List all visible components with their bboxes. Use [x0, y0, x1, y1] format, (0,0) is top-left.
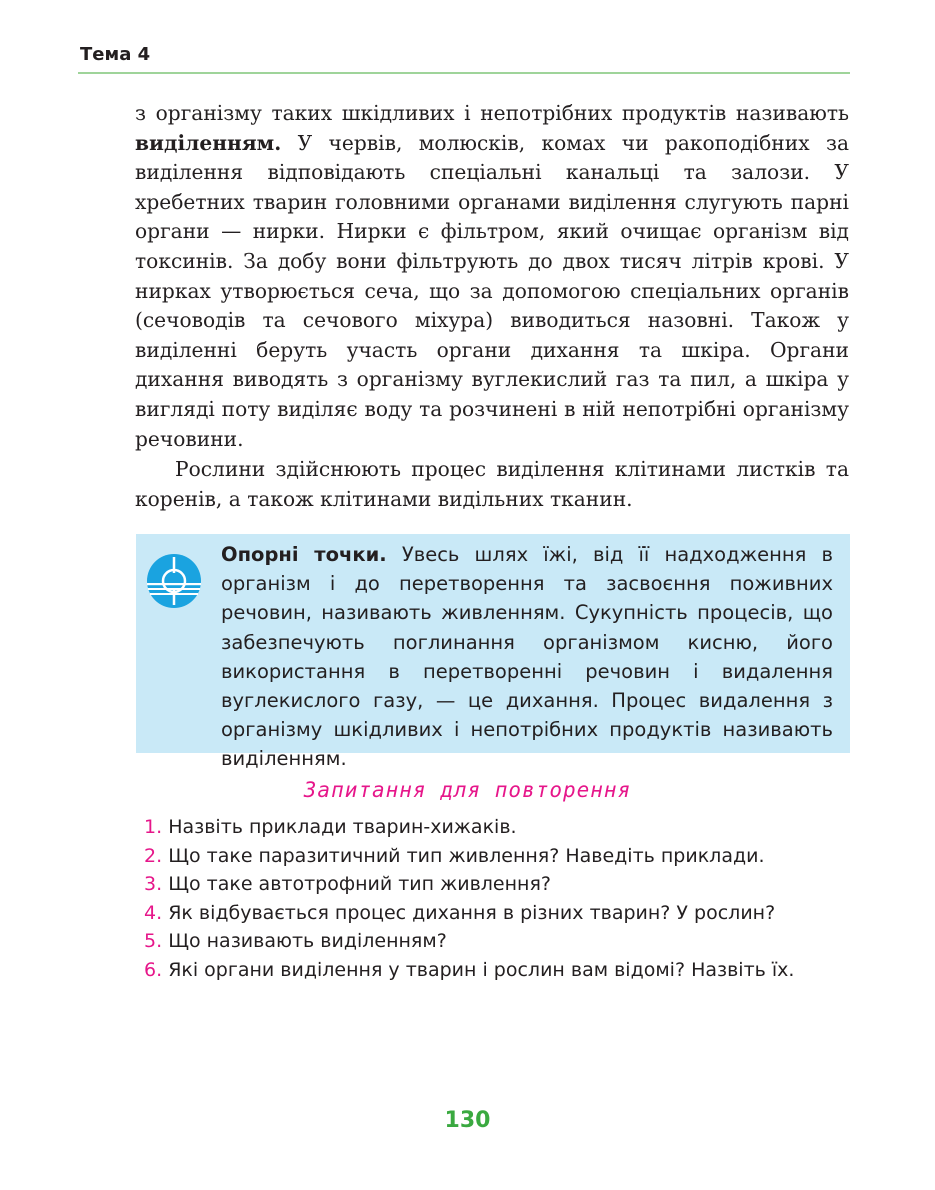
question-item: [144, 813, 794, 842]
paragraph-2: Рослини здійснюють процес виділення клітинами листків та коренів, а також клітинами видільних тканин.: [135, 457, 849, 511]
question-text: Як відбувається процес дихання в різних тварин? У рослин?: [168, 901, 776, 924]
page-number: 130: [444, 1108, 491, 1133]
header-divider: [78, 72, 850, 74]
question-text: Що таке паразитичний тип живлення? Наведіть приклади.: [168, 844, 765, 867]
question-item: [144, 870, 794, 899]
question-number: 4.: [144, 901, 163, 924]
question-item: [144, 956, 794, 985]
chapter-title: Тема 4: [80, 44, 151, 65]
p1-start: з організму таких шкідливих і непотрібних продуктів називають: [135, 101, 849, 125]
question-number: 5.: [144, 930, 163, 952]
key-points-box: [136, 534, 850, 771]
question-number: 2.: [144, 844, 163, 867]
question-text: Що таке автотрофний тип живлення?: [168, 873, 551, 895]
question-number: 1.: [144, 816, 163, 838]
question-text: Назвіть приклади тварин-хижаків.: [168, 816, 517, 838]
question-text: Які органи виділення у тварин і рослин вам відомі? Назвіть їх.: [168, 958, 795, 981]
term-excretion: виділенням.: [135, 130, 282, 155]
crosshair-target-icon: [146, 553, 202, 609]
question-number: 6.: [144, 958, 163, 981]
questions-title: Запитання для повторення: [303, 778, 632, 802]
key-points-lead: Опорні точки.: [221, 543, 387, 566]
main-text: [135, 99, 849, 514]
key-points-text: [221, 540, 833, 774]
p1-rest: У червів, молюсків, комах чи ракоподібних за виділення відповідають спеціальні канальці та залози. У хребетних тварин головними органами виділення слугують парні органи — нирки. Нирки є фільтром, який очищає організм від токсинів. За добу вони фільтрують до двох тисяч літрів крові. У нирках утворюється сеча, що за допомогою спеціальних органів (сечоводів та сечового міхура) виводиться назовні. Також у виділенні беруть участь органи дихання та шкіра. Органи дихання виводять з організму вуглекислий газ та пил, а шкіра у вигляді поту виділяє воду та розчинені в ній непотрібні організму речовини.: [135, 130, 849, 451]
key-points-body: Увесь шлях їжі, від її надходження в організм і до перетворення та засвоєння поживних речовин, називають живленням. Сукупність процесів, що забезпечують поглинання організмом кисню, його використання в перетворенні речовин і видалення вуглекислого газу, — це дихання. Процес видалення з організму шкідливих і непотрібних продуктів називають виділенням.: [221, 543, 833, 771]
paragraph-1: [135, 99, 849, 454]
question-item: [144, 842, 794, 871]
question-item: [144, 927, 794, 956]
question-text: Що називають виділенням?: [168, 930, 447, 952]
question-item: [144, 899, 794, 928]
questions-list: [144, 813, 794, 984]
question-number: 3.: [144, 873, 163, 895]
